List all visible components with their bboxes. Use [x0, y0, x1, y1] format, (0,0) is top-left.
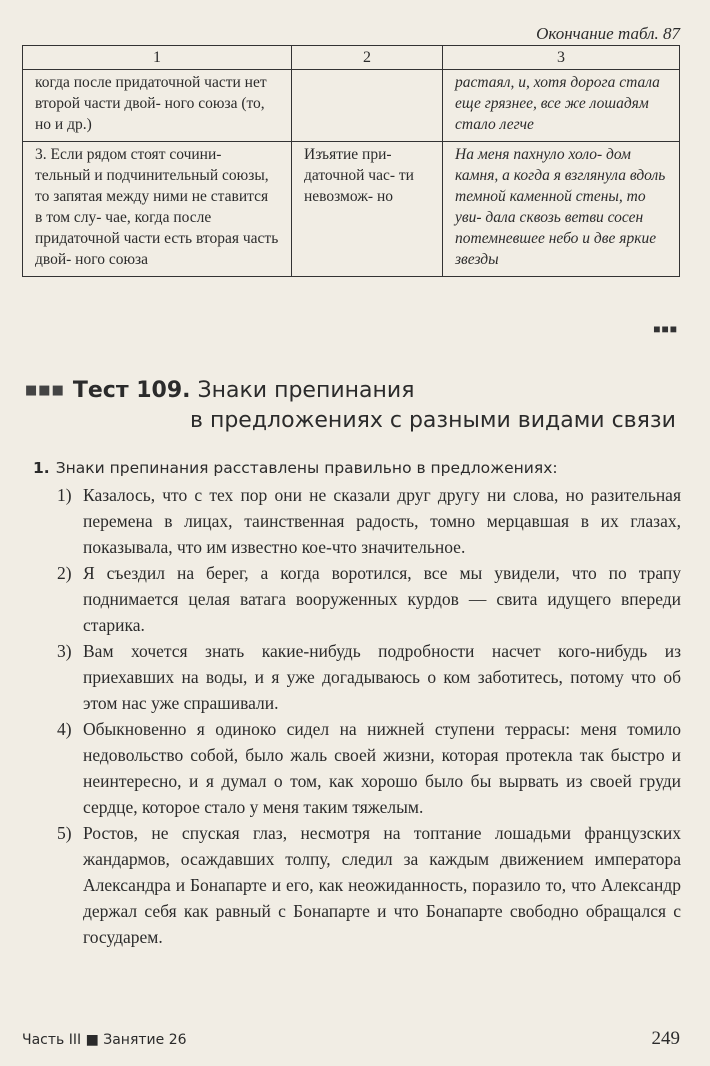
option-number: 5): [57, 823, 72, 843]
answer-option: [57, 716, 681, 820]
option-text: Я съездил на берег, а когда воротился, все мы увидели, что по трапу поднимается целая ватага вооруженных курдов — свита идущего впереди старика.: [83, 563, 681, 635]
heading-line2: в предложениях с разными видами связи: [190, 408, 676, 433]
answer-option: [57, 638, 681, 716]
section-end-mark: ■■■: [653, 322, 678, 336]
table-header-cell: 2: [292, 46, 443, 70]
answer-option: [57, 820, 681, 950]
option-text: Вам хочется знать какие-нибудь подробности насчет кого-нибудь из приехавших на воды, и я уже догадываюсь о ком заботитесь, потому что об этом нас уже спрашивали.: [83, 641, 681, 713]
table-header-cell: 1: [23, 46, 292, 70]
test-heading: [25, 376, 676, 436]
test-number: Тест 109.: [72, 378, 191, 403]
table-cell: На меня пахнуло холо- дом камня, а когда я взглянула вдоль темной каменной стены, то уви- дала сквозь ветви сосен потемневшее небо и две яркие звезды: [443, 142, 680, 277]
table-header-row: [23, 46, 680, 70]
table-caption: Окончание табл. 87: [536, 24, 680, 43]
table-row: [23, 142, 680, 277]
table-cell: [292, 70, 443, 142]
footer-part: Часть III ■ Занятие 26: [22, 1032, 187, 1048]
page-number: 249: [651, 1028, 680, 1049]
task-title: [33, 459, 558, 477]
table-cell: когда после придаточной части нет второй части двой- ного союза (то, но и др.): [23, 70, 292, 142]
answer-option: [57, 560, 681, 638]
answer-options: [57, 482, 681, 950]
table-cell: Изъятие при- даточной час- ти невозмож- но: [292, 142, 443, 277]
option-number: 2): [57, 563, 72, 583]
answer-option: [57, 482, 681, 560]
option-number: 1): [57, 485, 72, 505]
option-number: 3): [57, 641, 72, 661]
option-text: Обыкновенно я одиноко сидел на нижней ступени террасы: меня томило недовольство собой, было жаль своей жизни, которая протекла так быстро и неинтересно, и я думал о том, как хорошо было бы вырвать из своей груди сердце, которое стало у меня таким тяжелым.: [83, 719, 681, 817]
heading-marks: ■■■: [25, 383, 65, 398]
table-row: [23, 70, 680, 142]
table-cell: 3. Если рядом стоят сочини- тельный и подчинительный союзы, то запятая между ними не ставится в том слу- чае, когда после придаточной части есть вторая часть двой- ного союза: [23, 142, 292, 277]
option-text: Казалось, что с тех пор они не сказали друг другу ни слова, но разительная перемена в лицах, таинственная радость, томно мерцавшая в их глазах, показывала, что им известно кое-что значительное.: [83, 485, 681, 557]
table-cell: растаял, и, хотя дорога стала еще грязнее, все же лошадям стало легче: [443, 70, 680, 142]
heading-line1: Знаки препинания: [197, 378, 415, 403]
option-text: Ростов, не спуская глаз, несмотря на топтание лошадьми французских жандармов, осаждавших толпу, следил за каждым движением императора Александра и Бонапарте и его, как неожиданность, поразило то, что Александр держал себя как равный с Бонапарте и что Бонапарте свободно обращался с государем.: [83, 823, 681, 947]
option-number: 4): [57, 719, 72, 739]
task-text: Знаки препинания расставлены правильно в предложениях:: [55, 459, 558, 477]
task-number: 1.: [33, 459, 50, 477]
table-header-cell: 3: [443, 46, 680, 70]
table-87: [22, 45, 680, 277]
